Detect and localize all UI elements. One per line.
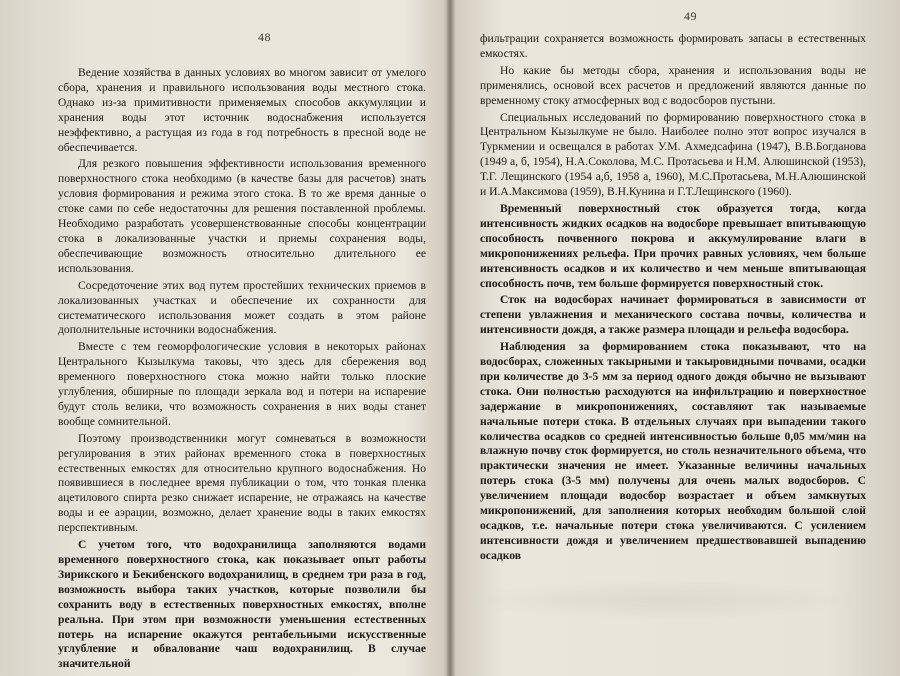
- page-text: [58, 66, 426, 674]
- paragraph: Сток на водосборах начинает формироваться в зависимости от степени увлажнения и механического состава почвы, количества и интенсивности дождя, а также размера площади и рельефа водосбора.: [480, 293, 866, 337]
- page-text: [480, 32, 866, 566]
- left-page: [0, 0, 446, 676]
- paragraph: Наблюдения за формированием стока показывают, что на водосборах, сложенных такырными и такыровидными почвами, осадки при количестве до 3-5 мм за период одного дождя обычно не вызывают стока. Они полностью расходуются на инфильтрацию и поверхностное задержание в микропонижениях, составляют так называемые начальные потери стока. В отдельных случаях при выпадении такого количества осадков со средней интенсивностью больше 0,05 мм/мин на влажную почву сток формируется, но столь незначительного объема, что практически значения не имеет. Указанные величины начальных потерь стока (3-5 мм) получены для очень малых водосборов. С увеличением площади водосбор возрастает и объем замкнутых микропонижений, для заполнения которых необходим большой слой осадков, т.е. начальные потери стока увеличиваются. С усилением интенсивности дождя и увеличением предшествовавшей выпадению осадков: [480, 340, 866, 562]
- paragraph: Ведение хозяйства в данных условиях во многом зависит от умелого сбора, хранения и правильного использования воды местного стока. Однако из-за примитивности применяемых способов аккумуляции и хранения воды этот источник водоснабжения используется неэффективно, а растущая из года в год потребность в пресной воде не обеспечивается.: [58, 66, 426, 154]
- paragraph: Временный поверхностный сток образуется тогда, когда интенсивность жидких осадков на водосборе превышает впитывающую способность почвенного покрова и аккумулирование влаги в микропонижениях рельефа. При прочих равных условиях, чем больше интенсивность осадков и их количество и чем меньше впитывающая способность почв, тем больше формируется поверхностный сток.: [480, 201, 866, 290]
- paragraph: Сосредоточение этих вод путем простейших технических приемов в локализованных участках и обеспечение их сохранности для систематического использования может создать в этом районе дополнительные источники водоснабжения.: [58, 278, 426, 337]
- paragraph: Но какие бы методы сбора, хранения и использования воды не применялись, основой всех расчетов и предложений являются данные по временному стоку атмосферных вод с водосборов пустыни.: [480, 63, 866, 107]
- paragraph: фильтрации сохраняется возможность формировать запасы в естественных емкостях.: [480, 32, 866, 60]
- page-number: 49: [684, 9, 697, 23]
- page-number: 48: [258, 30, 271, 44]
- right-page: [454, 0, 900, 676]
- paragraph: С учетом того, что водохранилища заполняются водами временного поверхностного стока, как показывает опыт работы Зирикского и Бекибенского водохранилищ, в среднем три раза в год, возможность выбора таких участков, которые позволили бы сохранить воду в естественных поверхностных емкостях, вполне реальна. При этом при возможности уменьшения естественных потерь на испарение окажутся рентабельными искусственные углубление и обвалование чаш водохранилищ. В случае значительной: [58, 538, 426, 671]
- paragraph: Вместе с тем геоморфологические условия в некоторых районах Центрального Кызылкума таковы, что здесь для сбережения вод временного поверхностного стока можно найти только плоские углубления, обширные по площади зеркала вод и потери на испарение будут столь велики, что возможность сохранения в них воды станет вообще сомнительной.: [58, 340, 426, 428]
- paragraph: Для резкого повышения эффективности использования временного поверхностного стока необходимо (в качестве базы для расчетов) знать условия формирования и режима этого стока. В то же время данные о стоке сами по себе недостаточны для решения поставленной проблемы. Необходимо разработать усовершенствованные способы концентрации стока в локализованные участки и приемы сохранения воды, обеспечивающие возможность относительно длительного ее использования.: [58, 157, 426, 275]
- paragraph: Поэтому производственники могут сомневаться в возможности регулирования в этих районах временного стока в поверхностных естественных емкостях для относительно крупного водоснабжения. Но появившиеся в последнее время публикации о том, что тонкая пленка ацетилового спирта резко снижает испарение, не отражаясь на качестве воды и ее аэрации, возможно, делает хранение воды в таких емкостях перспективным.: [58, 431, 426, 535]
- paragraph: Специальных исследований по формированию поверхностного стока в Центральном Кызылкуме не было. Наиболее полно этот вопрос изучался в Туркмении и освещался в работах У.М. Ахмедсафина (1947), В.В.Богданова (1949 а, б, 1954), Н.А.Соколова, М.С. Протасьева и Н.М. Алюшинской (1953), Т.Г. Лещинского (1954 а,б, 1958 а, 1960), М.С.Протасьева, М.Н.Алюшинской и И.А.Максимова (1959), В.Н.Кунина и Г.Т.Лещинского (1960).: [480, 110, 866, 199]
- print-bleed-shadow: [460, 580, 860, 620]
